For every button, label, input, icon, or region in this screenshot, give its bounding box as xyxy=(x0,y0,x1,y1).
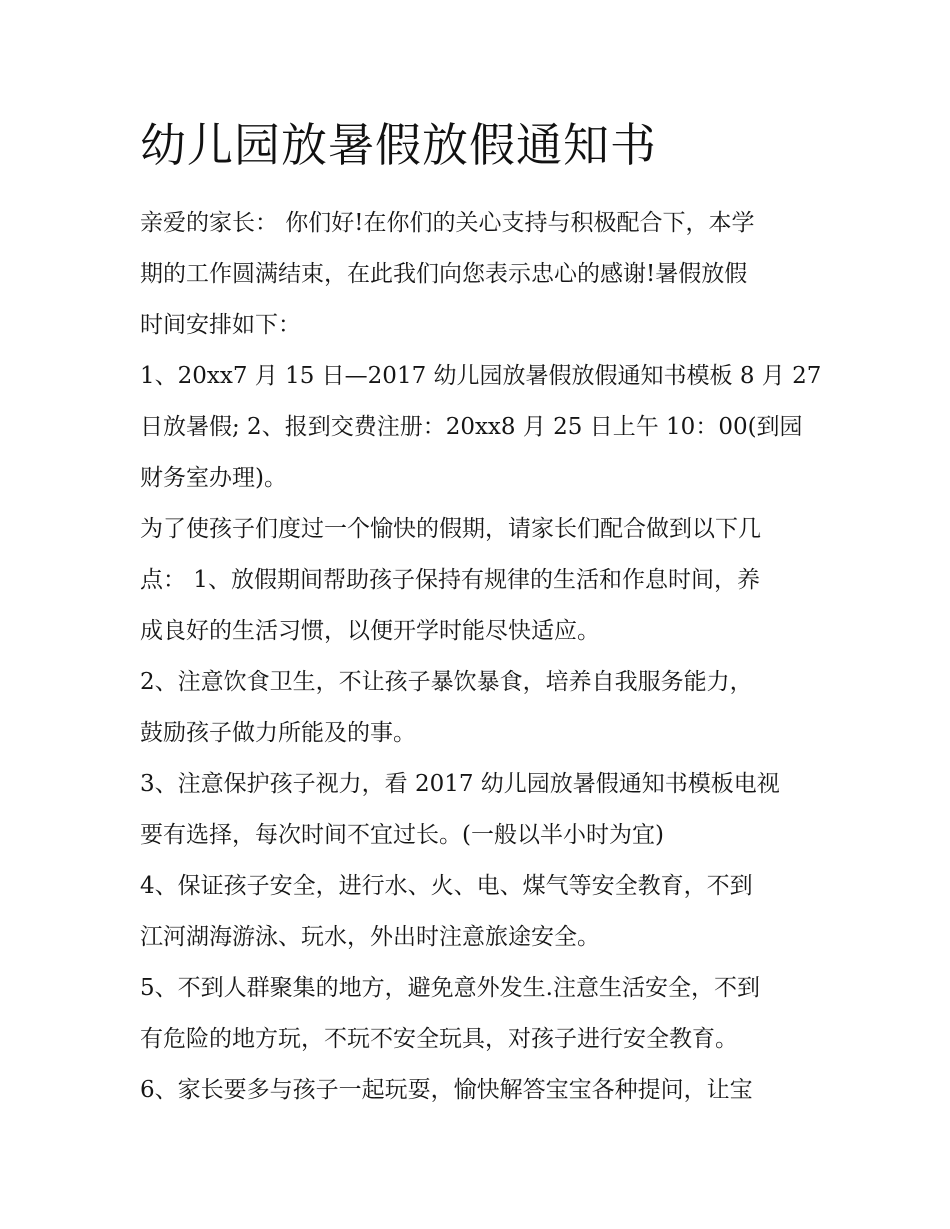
body-line: 点： 1、放假期间帮助孩子保持有规律的生活和作息时间，养 xyxy=(140,567,760,593)
document-title: 幼儿园放暑假放假通知书 xyxy=(140,118,657,172)
body-line: 4、保证孩子安全，进行水、火、电、煤气等安全教育，不到 xyxy=(140,873,753,899)
body-line: 1、20xx7 月 15 日—2017 幼儿园放暑假放假通知书模板 8 月 27 xyxy=(140,363,822,389)
body-line: 财务室办理)。 xyxy=(140,465,287,491)
body-line: 要有选择，每次时间不宜过长。(一般以半小时为宜) xyxy=(140,822,664,848)
body-line: 日放暑假; 2、报到交费注册：20xx8 月 25 日上午 10：00(到园 xyxy=(140,414,803,440)
body-line: 亲爱的家长： 你们好!在你们的关心支持与积极配合下，本学 xyxy=(140,210,755,236)
body-line: 6、家长要多与孩子一起玩耍，愉快解答宝宝各种提问，让宝 xyxy=(140,1077,753,1103)
body-line: 鼓励孩子做力所能及的事。 xyxy=(140,720,416,746)
body-line: 2、注意饮食卫生，不让孩子暴饮暴食，培养自我服务能力， xyxy=(140,669,753,695)
body-line: 5、不到人群聚集的地方，避免意外发生.注意生活安全，不到 xyxy=(140,975,760,1001)
document-body xyxy=(140,198,820,1116)
body-line: 成良好的生活习惯，以便开学时能尽快适应。 xyxy=(140,618,600,644)
body-line: 为了使孩子们度过一个愉快的假期，请家长们配合做到以下几 xyxy=(140,516,761,542)
body-line: 期的工作圆满结束，在此我们向您表示忠心的感谢!暑假放假 xyxy=(140,261,748,287)
body-line: 3、注意保护孩子视力，看 2017 幼儿园放暑假通知书模板电视 xyxy=(140,771,780,797)
body-line: 时间安排如下： xyxy=(140,312,301,338)
body-line: 有危险的地方玩，不玩不安全玩具，对孩子进行安全教育。 xyxy=(140,1026,738,1052)
body-line: 江河湖海游泳、玩水，外出时注意旅途安全。 xyxy=(140,924,600,950)
